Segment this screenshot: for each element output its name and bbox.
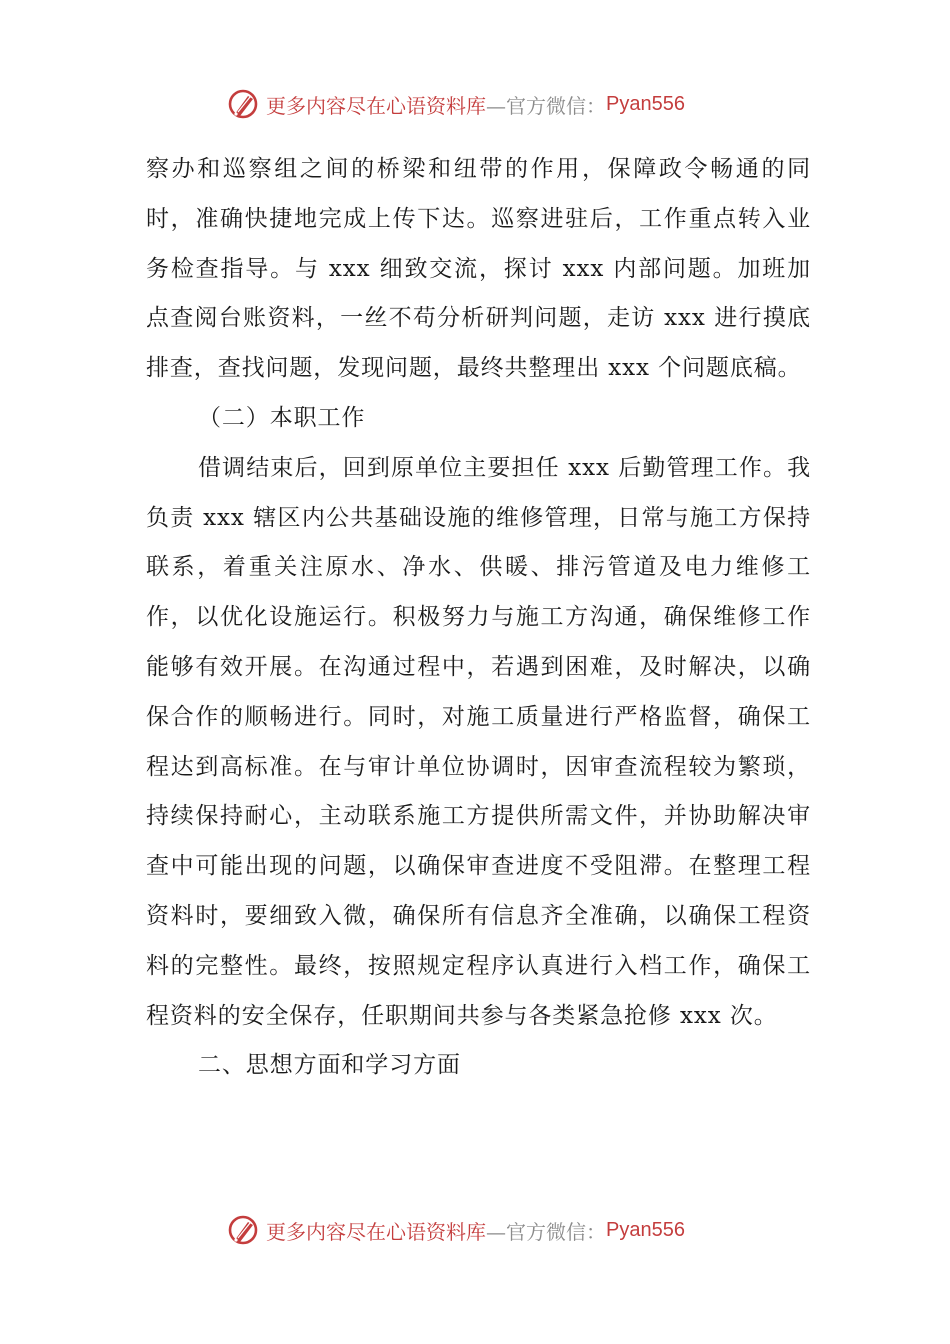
banner-wechat-id: Pyan556 [606,1218,685,1241]
paragraph-continued: 察办和巡察组之间的桥梁和纽带的作用，保障政令畅通的同时，准确快捷地完成上传下达。巡察进驻后，工作重点转入业务检查指导。与 xxx 细致交流，探讨 xxx 内部问题。加班加点查阅台账资料，一丝不苟分析研判问题，走访 xxx 进行摸底排查，查找问题，发现问题，最终共整理出 xxx 个问题底稿。 [146,156,811,382]
header-banner [226,84,685,124]
banner-title: 更多内容尽在心语资料库 [266,93,486,118]
pen-nib-circle-icon [226,87,260,121]
pen-nib-circle-icon [226,1213,260,1247]
paragraph-duties: 借调结束后，回到原单位主要担任 xxx 后勤管理工作。我负责 xxx 辖区内公共基础设施的维修管理，日常与施工方保持联系，着重关注原水、净水、供暖、排污管道及电力维修工作，以优化设施运行。积极努力与施工方沟通，确保维修工作能够有效开展。在沟通过程中，若遇到困难，及时解决，以确保合作的顺畅进行。同时，对施工质量进行严格监督，确保工程达到高标准。在与审计单位协调时，因审查流程较为繁琐，持续保持耐心，主动联系施工方提供所需文件，并协助解决审查中可能出现的问题，以确保审查进度不受阻滞。在整理工程资料时，要细致入微，确保所有信息齐全准确，以确保工程资料的完整性。最终，按照规定程序认真进行入档工作，确保工程资料的安全保存，任职期间共参与各类紧急抢修 xxx 次。 [146,454,811,1029]
banner-wechat-label: —官方微信： [486,1219,606,1244]
document-body [146,145,811,1091]
footer-banner [226,1210,685,1250]
section-heading-duties: （二）本职工作 [198,404,366,431]
section-heading-thought-study: 二、思想方面和学习方面 [198,1052,461,1079]
banner-title: 更多内容尽在心语资料库 [266,1219,486,1244]
banner-wechat-label: —官方微信： [486,93,606,118]
banner-wechat-id: Pyan556 [606,92,685,115]
